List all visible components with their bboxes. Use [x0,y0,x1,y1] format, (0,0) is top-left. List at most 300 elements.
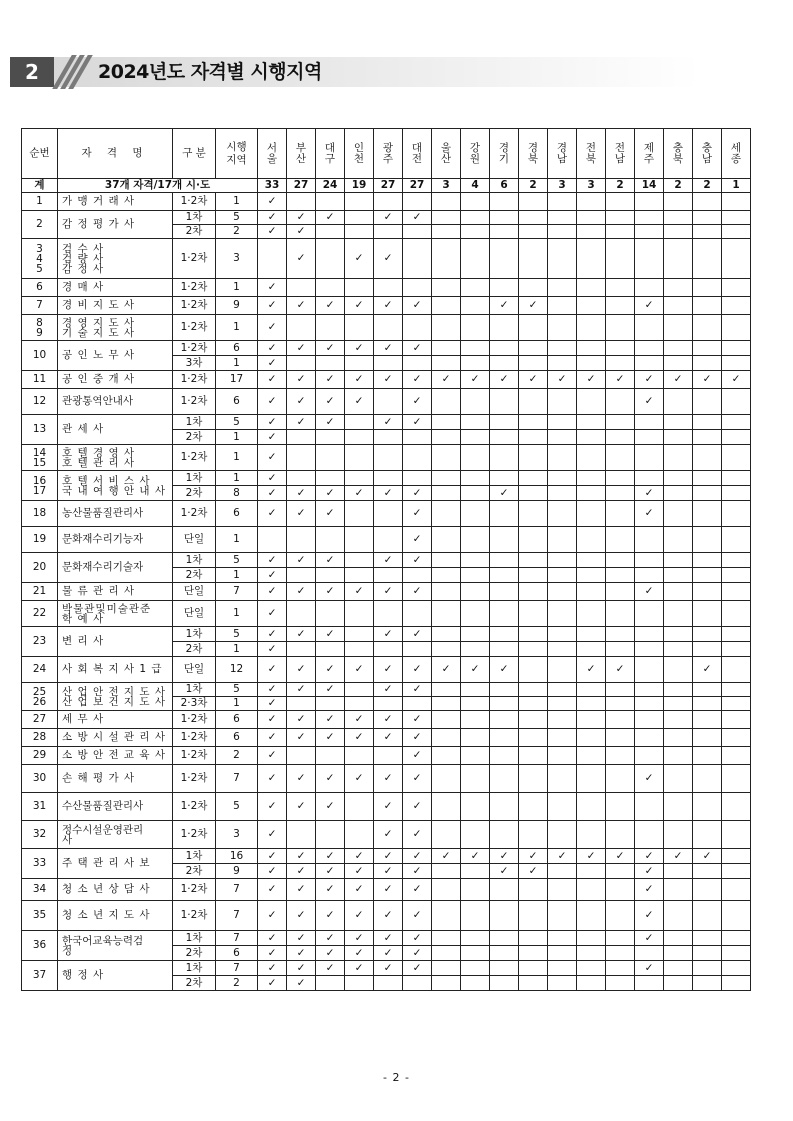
empty-cell [490,821,519,849]
empty-cell [490,501,519,527]
empty-cell [606,279,635,297]
check-mark-icon: ✓ [606,657,635,683]
page-title: 2024년도 자격별 시행지역 [98,61,322,83]
row-region-count: 1 [216,642,258,657]
row-type: 1·2차 [173,341,216,356]
empty-cell [664,729,693,747]
empty-cell [345,193,374,211]
table-row [22,601,751,627]
empty-cell [519,356,548,371]
check-mark-icon: ✓ [403,527,432,553]
empty-cell [461,193,490,211]
empty-cell [432,627,461,642]
row-qualification-name: 감 정 평 가 사 [58,211,173,239]
row-region-count: 7 [216,765,258,793]
check-mark-icon: ✓ [403,486,432,501]
empty-cell [374,568,403,583]
empty-cell [664,341,693,356]
empty-cell [606,415,635,430]
empty-cell [693,553,722,568]
check-mark-icon: ✓ [664,849,693,864]
row-region-count: 1 [216,279,258,297]
empty-cell [374,389,403,415]
empty-cell [374,356,403,371]
region-header: 강 원 [461,129,490,179]
empty-cell [548,486,577,501]
check-mark-icon: ✓ [490,297,519,315]
total-count: 3 [548,179,577,193]
empty-cell [606,568,635,583]
check-mark-icon: ✓ [345,297,374,315]
check-mark-icon: ✓ [316,879,345,901]
empty-cell [345,315,374,341]
table-row [22,765,751,793]
empty-cell [722,225,751,239]
empty-cell [374,976,403,991]
row-region-count: 1 [216,356,258,371]
empty-cell [722,568,751,583]
empty-cell [606,341,635,356]
row-seq: 25 26 [22,683,58,711]
empty-cell [548,711,577,729]
empty-cell [577,445,606,471]
check-mark-icon: ✓ [258,371,287,389]
row-qualification-name: 소 방 안 전 교 육 사 [58,747,173,765]
empty-cell [722,793,751,821]
empty-cell [374,527,403,553]
empty-cell [519,793,548,821]
section-number: 2 [10,57,54,87]
empty-cell [432,583,461,601]
empty-cell [606,297,635,315]
empty-cell [635,601,664,627]
check-mark-icon: ✓ [258,821,287,849]
empty-cell [490,765,519,793]
empty-cell [345,793,374,821]
check-mark-icon: ✓ [316,793,345,821]
region-header: 세 종 [722,129,751,179]
empty-cell [606,315,635,341]
empty-cell [606,389,635,415]
check-mark-icon: ✓ [693,657,722,683]
row-qualification-name: 손 해 평 가 사 [58,765,173,793]
empty-cell [519,901,548,931]
empty-cell [519,415,548,430]
empty-cell [664,765,693,793]
region-header: 전 남 [606,129,635,179]
empty-cell [374,471,403,486]
empty-cell [606,821,635,849]
check-mark-icon: ✓ [258,976,287,991]
empty-cell [635,356,664,371]
check-mark-icon: ✓ [461,657,490,683]
check-mark-icon: ✓ [316,711,345,729]
empty-cell [722,657,751,683]
empty-cell [490,315,519,341]
empty-cell [693,765,722,793]
row-region-count: 7 [216,583,258,601]
empty-cell [519,279,548,297]
empty-cell [577,501,606,527]
check-mark-icon: ✓ [403,371,432,389]
empty-cell [577,568,606,583]
empty-cell [345,601,374,627]
empty-cell [606,976,635,991]
empty-cell [461,471,490,486]
row-region-count: 7 [216,961,258,976]
check-mark-icon: ✓ [287,486,316,501]
check-mark-icon: ✓ [287,627,316,642]
empty-cell [490,946,519,961]
row-seq: 12 [22,389,58,415]
empty-cell [635,445,664,471]
empty-cell [548,225,577,239]
empty-cell [722,193,751,211]
empty-cell [519,583,548,601]
empty-cell [577,711,606,729]
check-mark-icon: ✓ [403,683,432,697]
empty-cell [693,879,722,901]
empty-cell [432,683,461,697]
check-mark-icon: ✓ [374,765,403,793]
row-type: 1·2차 [173,729,216,747]
table-row [22,901,751,931]
row-type: 1·2차 [173,371,216,389]
check-mark-icon: ✓ [258,430,287,445]
check-mark-icon: ✓ [345,765,374,793]
empty-cell [606,211,635,225]
row-qualification-name: 검 수 사 검 량 사 감 정 사 [58,239,173,279]
empty-cell [345,445,374,471]
row-region-count: 1 [216,471,258,486]
row-qualification-name: 청 소 년 지 도 사 [58,901,173,931]
check-mark-icon: ✓ [403,879,432,901]
empty-cell [316,445,345,471]
empty-cell [548,879,577,901]
empty-cell [287,279,316,297]
row-type: 2차 [173,864,216,879]
empty-cell [577,315,606,341]
empty-cell [432,415,461,430]
empty-cell [519,568,548,583]
check-mark-icon: ✓ [374,371,403,389]
row-qualification-name: 정수시설운영관리 사 [58,821,173,849]
check-mark-icon: ✓ [316,583,345,601]
empty-cell [287,697,316,711]
check-mark-icon: ✓ [316,946,345,961]
row-type: 1차 [173,415,216,430]
empty-cell [693,601,722,627]
row-seq: 36 [22,931,58,961]
total-row [22,179,751,193]
check-mark-icon: ✓ [635,849,664,864]
total-count: 27 [287,179,316,193]
check-mark-icon: ✓ [490,849,519,864]
row-type: 1·2차 [173,279,216,297]
empty-cell [548,415,577,430]
check-mark-icon: ✓ [403,341,432,356]
region-header: 인 천 [345,129,374,179]
empty-cell [664,225,693,239]
empty-cell [316,315,345,341]
empty-cell [461,341,490,356]
check-mark-icon: ✓ [287,657,316,683]
check-mark-icon: ✓ [287,931,316,946]
check-mark-icon: ✓ [258,793,287,821]
empty-cell [316,642,345,657]
check-mark-icon: ✓ [635,371,664,389]
empty-cell [432,601,461,627]
empty-cell [606,697,635,711]
check-mark-icon: ✓ [258,568,287,583]
empty-cell [722,601,751,627]
empty-cell [577,583,606,601]
check-mark-icon: ✓ [403,297,432,315]
check-mark-icon: ✓ [287,711,316,729]
empty-cell [374,445,403,471]
table-row [22,627,751,642]
check-mark-icon: ✓ [316,415,345,430]
row-region-count: 2 [216,976,258,991]
empty-cell [490,879,519,901]
row-type: 1·2차 [173,821,216,849]
empty-cell [432,471,461,486]
empty-cell [490,553,519,568]
row-type: 2차 [173,642,216,657]
empty-cell [635,341,664,356]
row-type: 2차 [173,225,216,239]
empty-cell [664,697,693,711]
row-type: 1차 [173,553,216,568]
empty-cell [461,225,490,239]
check-mark-icon: ✓ [693,849,722,864]
empty-cell [635,697,664,711]
empty-cell [664,901,693,931]
empty-cell [345,683,374,697]
row-qualification-name: 사 회 복 지 사 1 급 [58,657,173,683]
row-qualification-name: 물 류 관 리 사 [58,583,173,601]
row-region-count: 1 [216,568,258,583]
empty-cell [606,901,635,931]
empty-cell [606,729,635,747]
row-region-count: 5 [216,793,258,821]
check-mark-icon: ✓ [635,901,664,931]
row-region-count: 5 [216,415,258,430]
table-row [22,849,751,864]
check-mark-icon: ✓ [316,901,345,931]
empty-cell [722,389,751,415]
empty-cell [403,315,432,341]
empty-cell [577,642,606,657]
empty-cell [548,193,577,211]
empty-cell [577,901,606,931]
empty-cell [693,193,722,211]
empty-cell [519,961,548,976]
empty-cell [519,527,548,553]
row-region-count: 6 [216,389,258,415]
total-count: 6 [490,179,519,193]
empty-cell [374,501,403,527]
check-mark-icon: ✓ [345,961,374,976]
empty-cell [664,389,693,415]
empty-cell [577,211,606,225]
empty-cell [432,225,461,239]
check-mark-icon: ✓ [258,747,287,765]
check-mark-icon: ✓ [374,683,403,697]
empty-cell [722,711,751,729]
check-mark-icon: ✓ [490,864,519,879]
empty-cell [693,793,722,821]
empty-cell [519,657,548,683]
empty-cell [461,527,490,553]
row-region-count: 8 [216,486,258,501]
empty-cell [722,239,751,279]
empty-cell [403,239,432,279]
check-mark-icon: ✓ [490,371,519,389]
check-mark-icon: ✓ [258,486,287,501]
row-region-count: 9 [216,864,258,879]
check-mark-icon: ✓ [258,315,287,341]
total-count: 14 [635,179,664,193]
row-region-count: 1 [216,193,258,211]
check-mark-icon: ✓ [403,211,432,225]
empty-cell [606,193,635,211]
empty-cell [722,946,751,961]
check-mark-icon: ✓ [316,849,345,864]
check-mark-icon: ✓ [403,627,432,642]
check-mark-icon: ✓ [403,793,432,821]
empty-cell [722,279,751,297]
row-type: 단일 [173,601,216,627]
empty-cell [461,683,490,697]
empty-cell [403,356,432,371]
empty-cell [345,697,374,711]
check-mark-icon: ✓ [519,371,548,389]
empty-cell [577,747,606,765]
empty-cell [548,430,577,445]
empty-cell [461,793,490,821]
empty-cell [374,279,403,297]
check-mark-icon: ✓ [403,553,432,568]
empty-cell [461,239,490,279]
empty-cell [606,961,635,976]
empty-cell [461,697,490,711]
table-row [22,583,751,601]
row-qualification-name: 공 인 노 무 사 [58,341,173,371]
empty-cell [606,879,635,901]
empty-cell [693,527,722,553]
empty-cell [403,279,432,297]
region-header: 경 북 [519,129,548,179]
empty-cell [606,931,635,946]
empty-cell [635,711,664,729]
empty-cell [316,821,345,849]
empty-cell [374,697,403,711]
empty-cell [490,642,519,657]
region-header: 대 전 [403,129,432,179]
empty-cell [432,297,461,315]
empty-cell [722,553,751,568]
empty-cell [693,225,722,239]
empty-cell [693,239,722,279]
empty-cell [722,297,751,315]
row-region-count: 7 [216,931,258,946]
row-qualification-name: 세 무 사 [58,711,173,729]
check-mark-icon: ✓ [258,946,287,961]
check-mark-icon: ✓ [345,341,374,356]
empty-cell [664,821,693,849]
empty-cell [548,501,577,527]
total-count: 33 [258,179,287,193]
empty-cell [693,627,722,642]
row-qualification-name: 호 텔 서 비 스 사 국 내 여 행 안 내 사 [58,471,173,501]
empty-cell [664,657,693,683]
empty-cell [490,279,519,297]
empty-cell [635,239,664,279]
empty-cell [287,315,316,341]
empty-cell [432,356,461,371]
row-region-count: 17 [216,371,258,389]
empty-cell [577,729,606,747]
empty-cell [345,225,374,239]
check-mark-icon: ✓ [577,371,606,389]
empty-cell [519,445,548,471]
empty-cell [693,747,722,765]
empty-cell [693,279,722,297]
empty-cell [664,553,693,568]
row-seq: 27 [22,711,58,729]
row-seq: 30 [22,765,58,793]
empty-cell [461,389,490,415]
empty-cell [548,642,577,657]
empty-cell [606,225,635,239]
empty-cell [693,961,722,976]
empty-cell [403,601,432,627]
empty-cell [490,901,519,931]
empty-cell [606,583,635,601]
row-region-count: 5 [216,553,258,568]
check-mark-icon: ✓ [316,657,345,683]
empty-cell [577,697,606,711]
empty-cell [345,568,374,583]
check-mark-icon: ✓ [374,729,403,747]
row-type: 2차 [173,946,216,961]
row-seq: 7 [22,297,58,315]
row-seq: 8 9 [22,315,58,341]
row-seq: 19 [22,527,58,553]
empty-cell [577,864,606,879]
empty-cell [432,211,461,225]
empty-cell [490,568,519,583]
total-count: 27 [403,179,432,193]
row-region-count: 1 [216,430,258,445]
check-mark-icon: ✓ [374,849,403,864]
empty-cell [432,765,461,793]
empty-cell [722,627,751,642]
row-qualification-name: 문화재수리기능자 [58,527,173,553]
empty-cell [664,864,693,879]
empty-cell [432,341,461,356]
empty-cell [461,568,490,583]
empty-cell [548,601,577,627]
check-mark-icon: ✓ [635,501,664,527]
empty-cell [461,430,490,445]
check-mark-icon: ✓ [403,821,432,849]
empty-cell [606,445,635,471]
check-mark-icon: ✓ [577,849,606,864]
empty-cell [548,931,577,946]
check-mark-icon: ✓ [374,657,403,683]
